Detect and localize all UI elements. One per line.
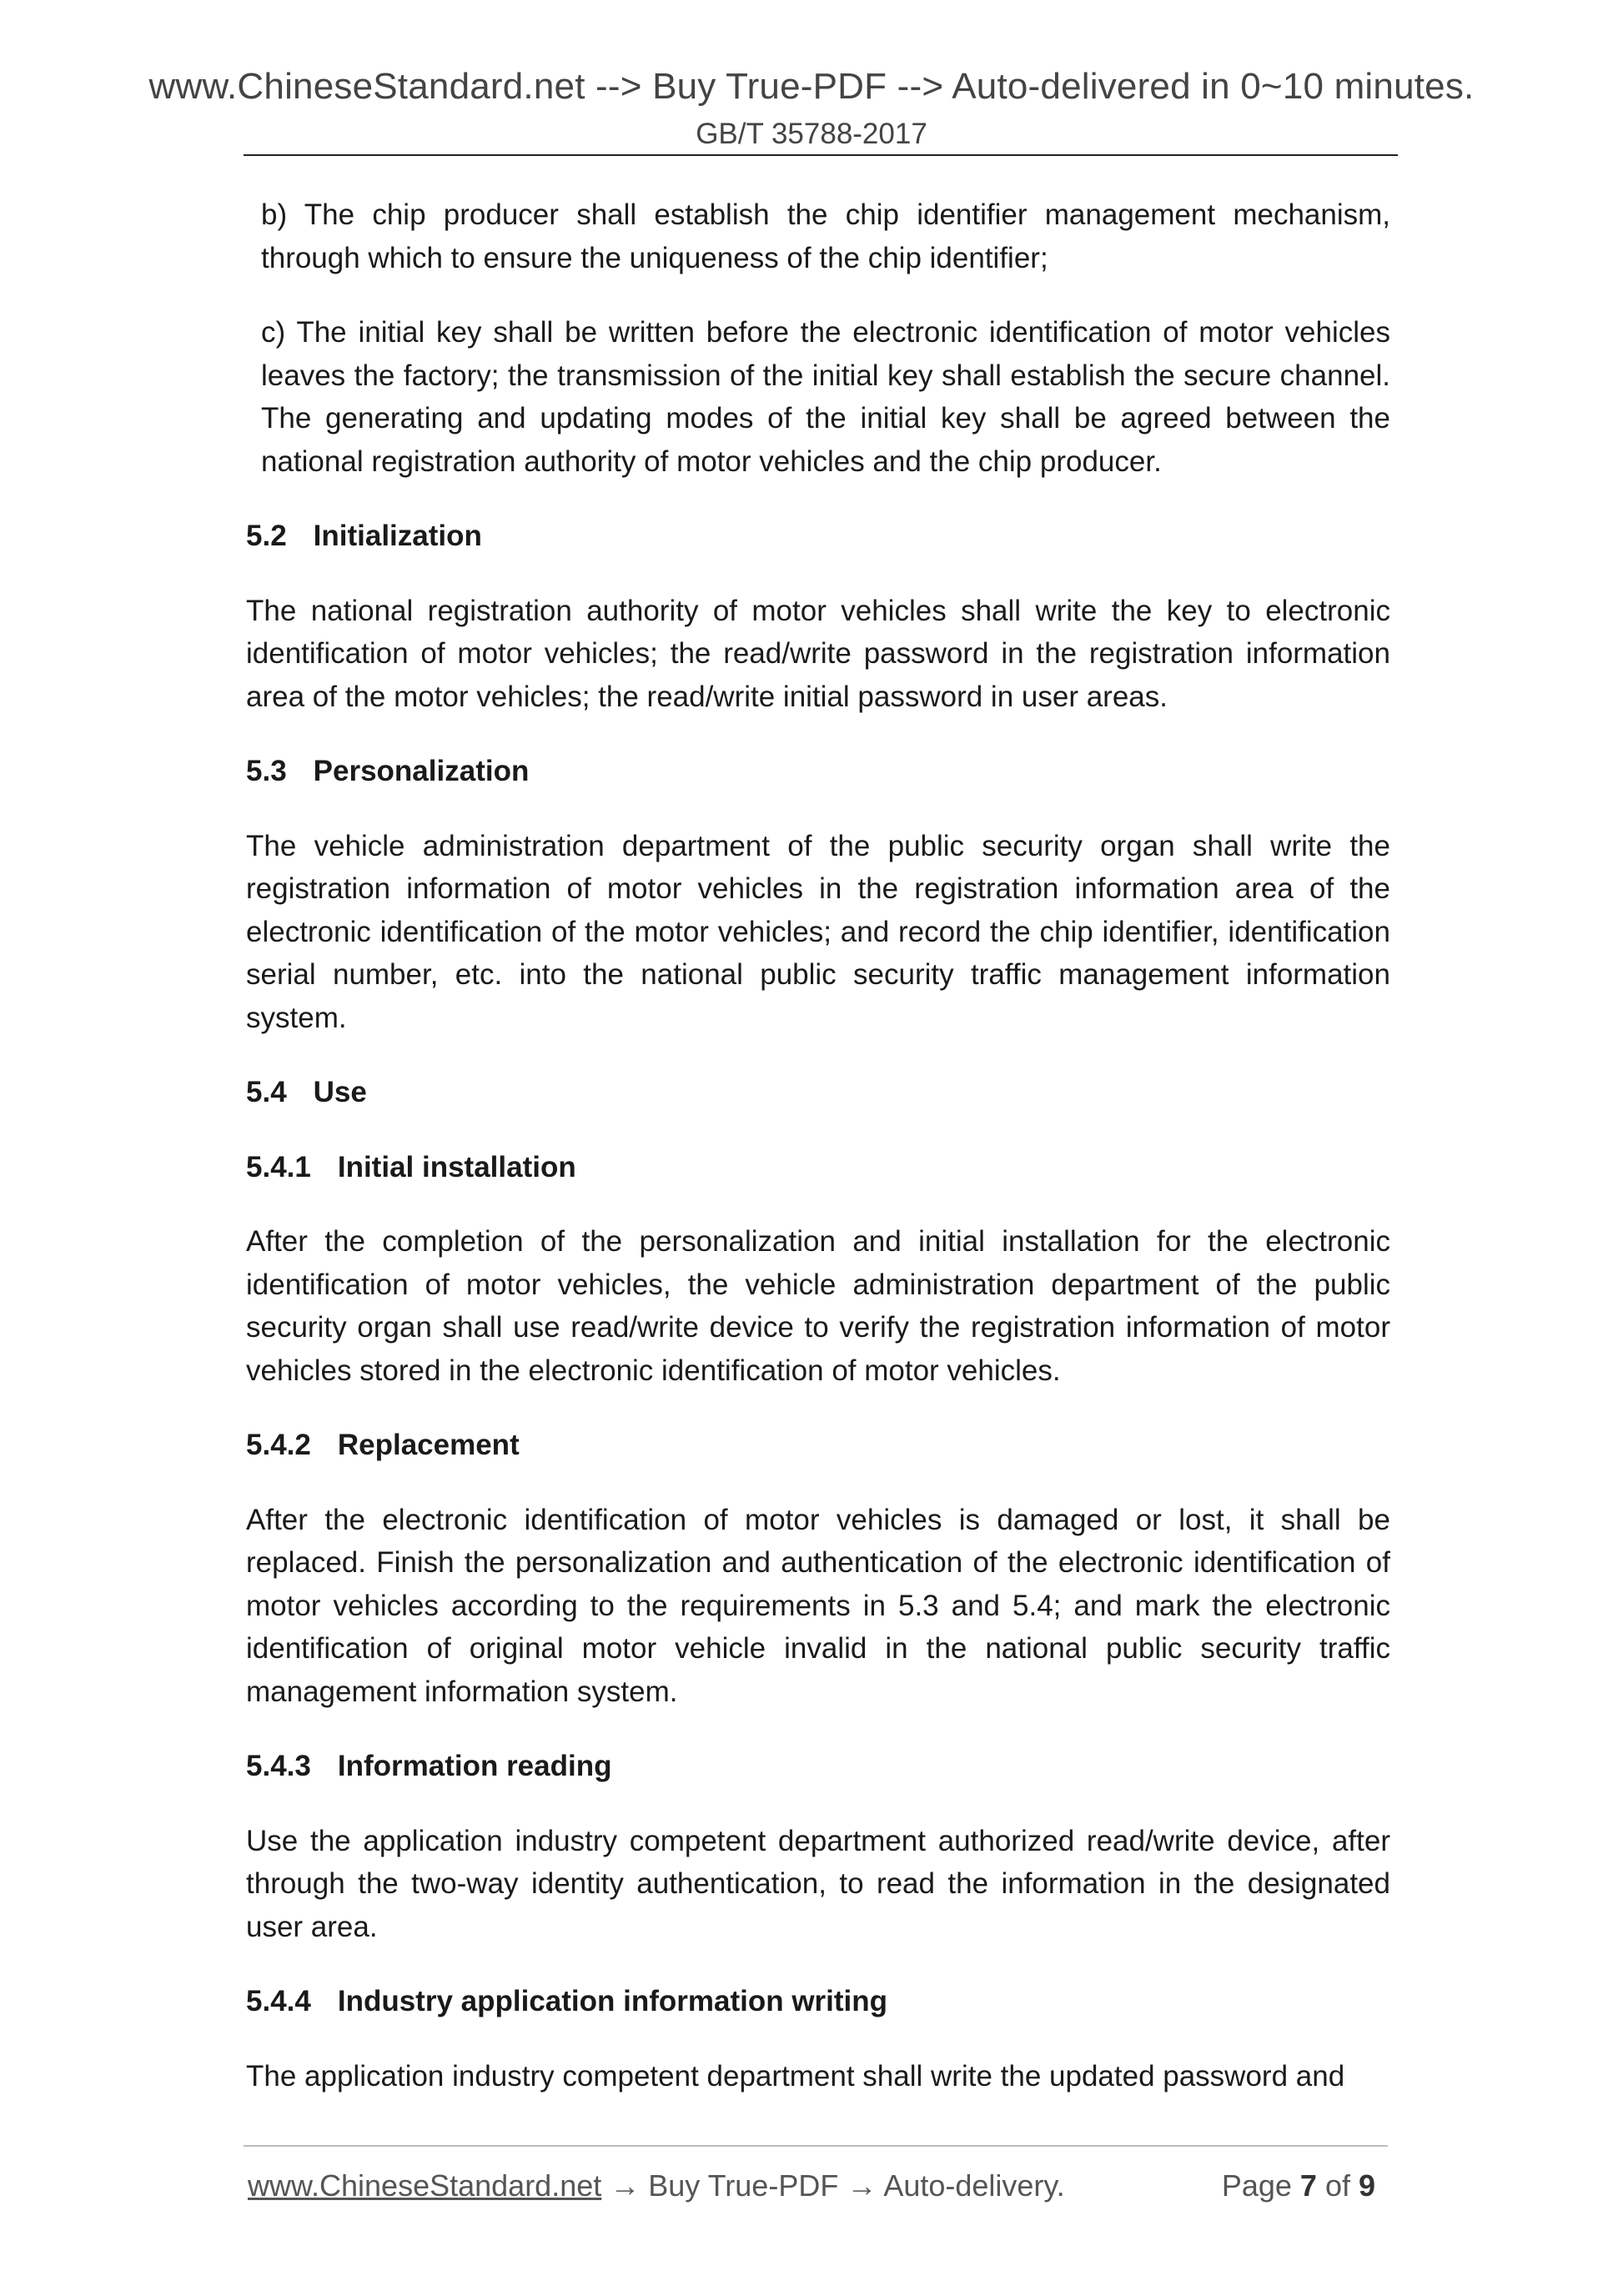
- page-footer: [248, 2165, 1390, 2207]
- standard-number: GB/T 35788-2017: [696, 118, 927, 150]
- page-label: Page: [1221, 2168, 1300, 2203]
- section-number: 5.3: [246, 755, 287, 787]
- section-title: Personalization: [313, 755, 530, 787]
- header-divider: [244, 154, 1398, 156]
- section-number: 5.4: [246, 1076, 287, 1108]
- section-heading-5-4-2: [246, 1424, 1390, 1467]
- section-text-5-4-4: The application industry competent department shall write the updated password and: [246, 2059, 1345, 2093]
- section-title: Use: [313, 1076, 367, 1108]
- footer-site-link[interactable]: www.ChineseStandard.net: [248, 2168, 602, 2203]
- section-text-5-4-2: After the electronic identification of motor vehicles is damaged or lost, it shall be replaced. Finish the personalization and authentication of the electronic identification of motor vehicles according to the requirements in 5.3 and 5.4; and mark the electronic identification of original motor vehicle invalid in the national public security traffic management information system.: [246, 1503, 1390, 1708]
- section-heading-5-3: [246, 750, 1390, 793]
- section-number: 5.4.1: [246, 1150, 311, 1183]
- footer-tagline-text: → Buy True-PDF → Auto-delivery.: [601, 2168, 1065, 2203]
- list-item-b: b) The chip producer shall establish the chip identifier management mechanism, through which to ensure the uniqueness of the chip identifier;: [261, 198, 1390, 274]
- page-total: 9: [1358, 2168, 1375, 2203]
- section-heading-5-4-3: [246, 1745, 1390, 1788]
- section-text-5-3: The vehicle administration department of the public security organ shall write the registration information of motor vehicles in the registration information area of the electronic identification of the motor vehicles; and record the chip identifier, identification serial number, etc. into the national public security traffic management information system.: [246, 829, 1390, 1034]
- section-heading-5-2: [246, 515, 1390, 558]
- footer-tagline: [248, 2165, 1065, 2207]
- page-indicator: [1222, 2165, 1375, 2207]
- section-number: 5.4.4: [246, 1985, 311, 2017]
- section-title: Information reading: [337, 1750, 612, 1782]
- header-banner: www.ChineseStandard.net --> Buy True-PDF --> Auto-delivered in 0~10 minutes.: [148, 66, 1475, 107]
- section-title: Initial installation: [337, 1150, 576, 1183]
- section-number: 5.2: [246, 520, 287, 552]
- section-heading-5-4-4: [246, 1980, 1390, 2023]
- section-number: 5.4.2: [246, 1429, 311, 1461]
- page-content: [246, 193, 1390, 2129]
- section-text-5-4-1: After the completion of the personalization and initial installation for the electronic identification of motor vehicles, the vehicle administration department of the public security organ shall use read/write device to verify the registration information of motor vehicles stored in the electronic identification of motor vehicles.: [246, 1225, 1390, 1387]
- footer-divider: [244, 2145, 1388, 2147]
- section-title: Industry application information writing: [337, 1985, 888, 2017]
- section-text-5-2: The national registration authority of motor vehicles shall write the key to electronic identification of motor vehicles; the read/write password in the registration information area of the motor vehicles; the read/write initial password in user areas.: [246, 594, 1390, 713]
- section-heading-5-4-1: [246, 1146, 1390, 1189]
- section-title: Replacement: [337, 1429, 520, 1461]
- section-heading-5-4: [246, 1071, 1390, 1114]
- section-text-5-4-3: Use the application industry competent department authorized read/write device, after through the two-way identity authentication, to read the information in the designated user area.: [246, 1824, 1390, 1943]
- section-title: Initialization: [313, 520, 482, 552]
- page-of-label: of: [1316, 2168, 1359, 2203]
- list-item-c: c) The initial key shall be written before the electronic identification of motor vehicles leaves the factory; the transmission of the initial key shall establish the secure channel. The generating and updating modes of the initial key shall be agreed between the national registration authority of motor vehicles and the chip producer.: [261, 316, 1390, 478]
- page-current: 7: [1299, 2168, 1317, 2203]
- section-number: 5.4.3: [246, 1750, 311, 1782]
